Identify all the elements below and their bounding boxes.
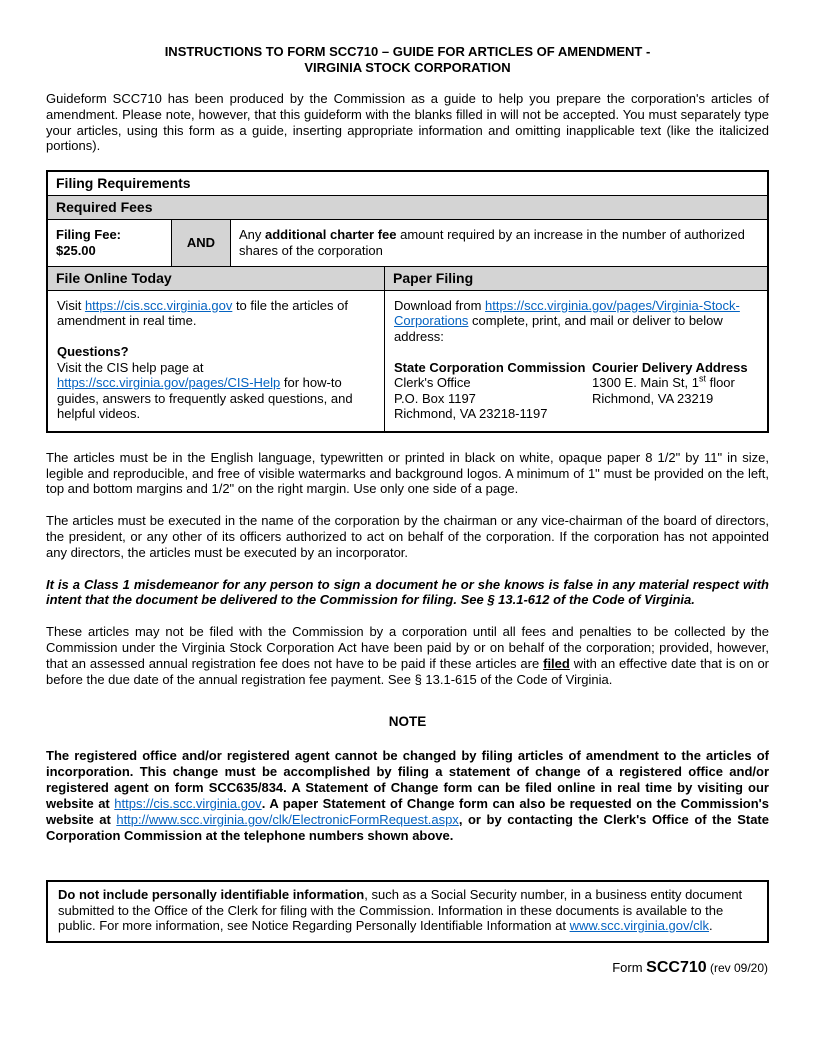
privacy-bold-lead: Do not include personally identifiable information: [58, 887, 365, 903]
download-pre: Download from: [394, 297, 486, 313]
filing-fee-cell: Filing Fee: $25.00: [56, 227, 121, 258]
note-mid: . A paper Statement of Change form can also be requested on the Commission's website at: [46, 796, 770, 828]
help-post: for how-to guides, answers to frequently asked questions, and helpful videos.: [57, 375, 353, 422]
visit-post: to file the articles of amendment in real time.: [57, 297, 348, 329]
courier-line1-post: floor: [705, 375, 735, 391]
filed-word: filed: [543, 655, 570, 671]
misdemeanor-notice: It is a Class 1 misdemeanor for any person to sign a document he or she knows is false in any material respect with intent that the document be delivered to the Commission for filing. See § 13.1-612 of the Code of Virginia.: [46, 576, 769, 608]
paper-filing-cell: [385, 291, 767, 431]
courier-name: Courier Delivery Address: [592, 359, 748, 375]
required-fees-header: Required Fees: [48, 195, 767, 219]
note-post: , or by contacting the Clerk's Office of the State Corporation Commission at the telephone numbers shown above.: [46, 812, 769, 844]
paragraph-fees: [46, 624, 769, 687]
charter-fee-bold: additional charter fee: [265, 227, 397, 243]
file-online-header: File Online Today: [48, 267, 385, 290]
questions-heading: Questions?: [57, 344, 129, 360]
paragraph-paper-specs: The articles must be in the English language, typewritten or printed in black on white, opaque paper 8 1/2" by 11" in size, legible and reproducible, and free of visible watermarks and background logos. A minimum of 1" must be provided on the left, top and bottom margins and 1/2" on the right margin. Use only one side of a page.: [46, 449, 769, 497]
document-title-line1: INSTRUCTIONS TO FORM SCC710 – GUIDE FOR ARTICLES OF AMENDMENT -: [164, 44, 651, 59]
filing-requirements-header: Filing Requirements: [56, 175, 191, 192]
fees-post: with an effective date that is on or before the due date of the annual registration fee payment. See § 13.1-615 of the Code of Virginia.: [46, 655, 770, 687]
charter-fee-text: [239, 227, 759, 258]
spacer: [57, 329, 375, 345]
filing-method-body: [48, 290, 767, 431]
note-pre: The registered office and/or registered agent cannot be changed by filing articles of amendment to the articles of incorporation. This change must be accomplished by filing a statement of change of a registered office and/or registered agent on form SCC635/834. A Statement of Change form can be filed online in real time by visiting our website at: [46, 748, 769, 812]
form-number: SCC710: [646, 959, 707, 976]
commission-line3: Richmond, VA 23218-1197: [394, 406, 548, 422]
intro-paragraph: Guideform SCC710 has been produced by the Commission as a guide to help you prepare the corporation's articles of amendment. Please note, however, that this guideform with the blanks filled in will not be accepted. You must separately type your articles, using this form as a guide, inserting appropriate information and omitting inapplicable text (like the italicized portions).: [46, 91, 769, 154]
note-heading: NOTE: [388, 714, 427, 730]
visit-pre: Visit: [57, 297, 85, 313]
file-online-cell: [48, 291, 385, 431]
privacy-box: [46, 880, 769, 943]
download-post: complete, print, and mail or deliver to below address:: [394, 313, 723, 344]
form-revision: (rev 09/20): [706, 961, 768, 975]
courier-line1: [592, 375, 758, 391]
commission-line2: P.O. Box 1197: [394, 390, 476, 406]
note-cis-link[interactable]: https://cis.scc.virginia.gov: [114, 796, 262, 812]
filing-requirements-table: [46, 170, 769, 433]
document-title: [56, 44, 759, 76]
fees-pre: These articles may not be filed with the Commission by a corporation until all fees and penalties to be collected by the Commission under the Virginia Stock Corporation Act have been paid by or on behalf of the corporation; provided, however, that an assessed annual registration fee does not have to be paid if these articles are: [46, 624, 769, 671]
download-text: [394, 298, 758, 345]
commission-name: State Corporation Commission: [394, 359, 586, 375]
charter-fee-pre: Any: [239, 227, 266, 243]
cis-help-link[interactable]: https://scc.virginia.gov/pages/CIS-Help: [57, 375, 281, 391]
commission-line1: Clerk's Office: [394, 375, 471, 391]
and-cell: AND: [171, 220, 231, 266]
courier-address: [592, 360, 758, 422]
courier-line2: Richmond, VA 23219: [592, 390, 714, 406]
file-online-visit-text: [57, 298, 375, 329]
download-link[interactable]: https://scc.virginia.gov/pages/Virginia-Stock-Corporations: [394, 297, 740, 329]
document-title-line2: VIRGINIA STOCK CORPORATION: [304, 60, 511, 75]
help-pre: Visit the CIS help page at: [57, 359, 204, 375]
note-form-request-link[interactable]: http://www.scc.virginia.gov/clk/ElectronicFormRequest.aspx: [116, 812, 459, 828]
fee-row: [48, 219, 767, 266]
spacer: [394, 344, 758, 360]
form-footer: [612, 960, 768, 977]
note-paragraph: [46, 748, 769, 844]
privacy-body: , such as a Social Security number, in a business entity document submitted to the Office of the Clerk for filing with the Commission. Information in these documents is available to the public. For more information, see Notice Regarding Personally Identifiable Information at: [58, 887, 743, 934]
courier-line1-sup: st: [698, 373, 706, 384]
filing-method-headers: [48, 266, 767, 290]
privacy-link[interactable]: www.scc.virginia.gov/clk: [569, 918, 710, 934]
form-label: Form: [612, 960, 647, 975]
paper-filing-header: Paper Filing: [385, 267, 767, 290]
addresses: [394, 360, 758, 422]
courier-line1-pre: 1300 E. Main St, 1: [592, 375, 699, 391]
charter-fee-cell: [231, 220, 767, 266]
cis-link[interactable]: https://cis.scc.virginia.gov: [84, 297, 233, 313]
paragraph-execution: The articles must be executed in the name of the corporation by the chairman or any vice-chairman of the board of directors, the president, or any other of its officers authorized to act on behalf of the corporation. If the corporation has not appointed any directors, the articles must be executed by an incorporator.: [46, 513, 769, 560]
cis-help-text: [57, 360, 375, 422]
commission-address: [394, 360, 592, 422]
privacy-period: .: [709, 918, 713, 934]
charter-fee-post: amount required by an increase in the number of authorized shares of the corporation: [239, 227, 745, 258]
